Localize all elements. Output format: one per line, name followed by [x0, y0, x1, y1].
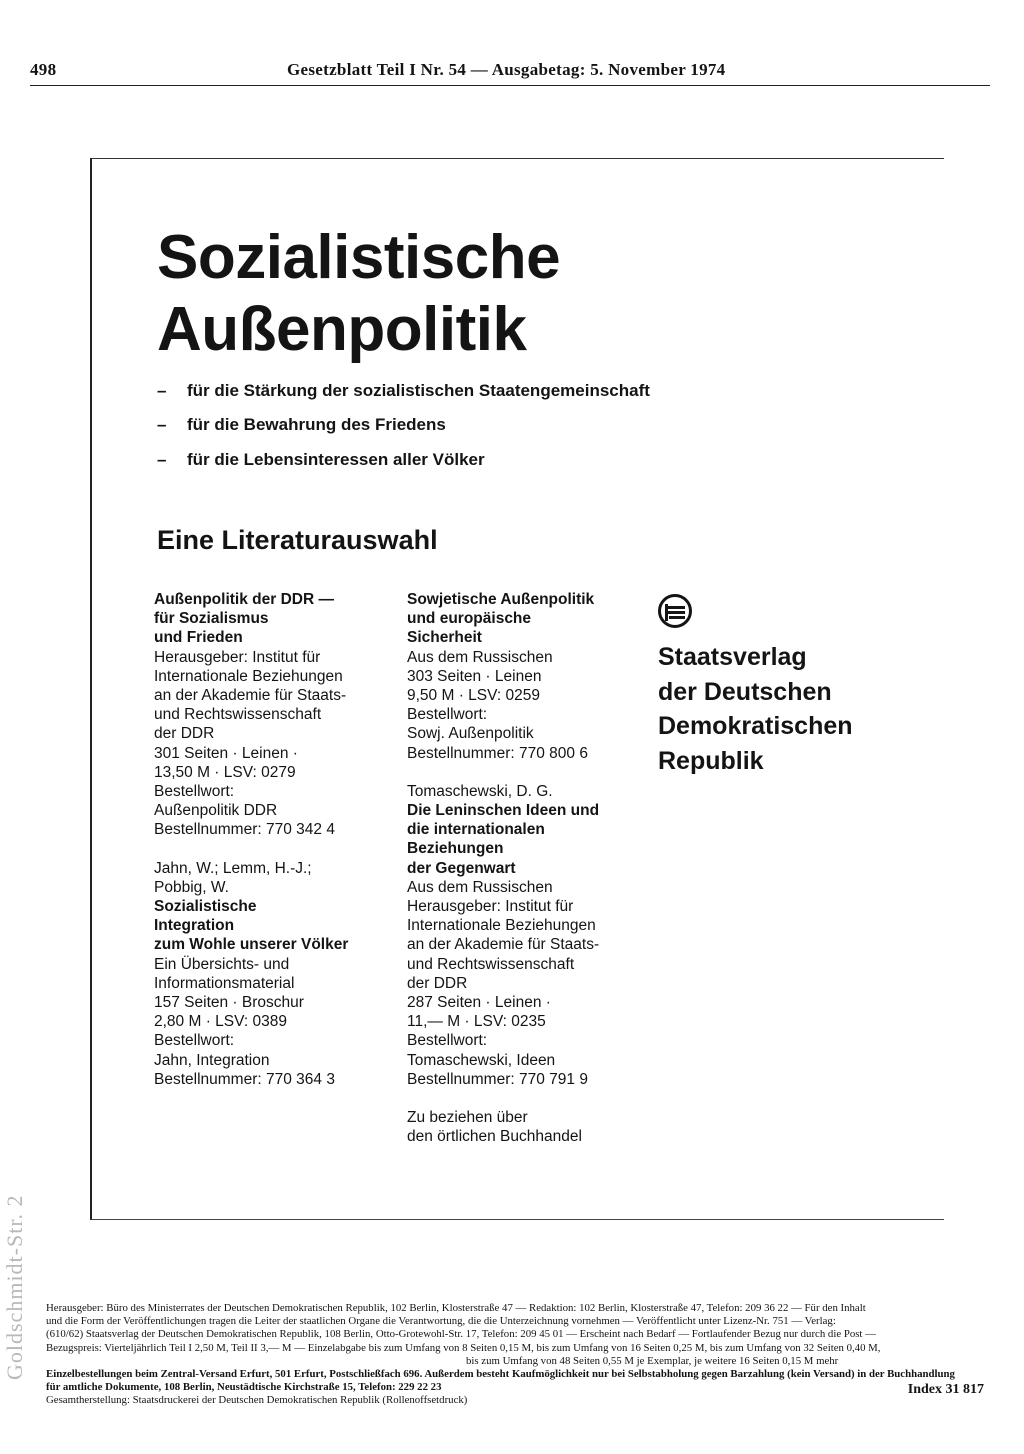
book-detail: Internationale Beziehungen [407, 917, 596, 935]
book-detail: Internationale Beziehungen [154, 667, 343, 685]
header-rule [30, 85, 990, 86]
book-authors: Jahn, W.; Lemm, H.-J.; [154, 859, 312, 877]
imprint-line: für amtliche Dokumente, 108 Berlin, Neustädtische Kirchstraße 15, Telefon: 229 22 23 [46, 1381, 442, 1394]
book-title: Die Leninschen Ideen und [407, 802, 600, 820]
book-title: Sicherheit [407, 629, 482, 647]
book-detail: Informationsmaterial [154, 974, 295, 992]
book-detail: Ein Übersichts- und [154, 955, 290, 973]
book-detail: Bestellwort: [154, 1032, 235, 1050]
book-detail: Bestellnummer: 770 342 4 [154, 821, 335, 839]
book-title: Sowjetische Außenpolitik [407, 591, 595, 608]
book-detail: 11,— M · LSV: 0235 [407, 1013, 546, 1031]
availability-note: Zu beziehen über [407, 1109, 528, 1127]
book-detail: Tomaschewski, Ideen [407, 1051, 556, 1069]
book-detail: 13,50 M · LSV: 0279 [154, 763, 296, 781]
book-title: Beziehungen [407, 840, 504, 858]
book-column-2 [407, 590, 647, 1146]
page-number: 498 [30, 60, 57, 79]
publisher-name: Staatsverlag der Deutschen Demokratischen Republik [658, 643, 853, 775]
book-detail: Bestellnummer: 770 364 3 [154, 1070, 335, 1088]
book-authors: Pobbig, W. [154, 878, 229, 896]
book-detail: Außenpolitik DDR [154, 802, 278, 820]
imprint-line: Herausgeber: Büro des Ministerrates der Deutschen Demokratischen Republik, 102 Berlin, Klosterstraße 47 — Redaktion: 102 Berlin, Klosterstraße 47, Telefon: 209 36 22 — Für den Inhalt [46, 1302, 866, 1314]
book-detail: und Rechtswissenschaft [407, 955, 575, 973]
ad-bullet-3: – für die Lebensinteressen aller Völker [157, 450, 485, 469]
book-detail: und Rechtswissenschaft [154, 706, 322, 724]
book-detail: 303 Seiten · Leinen [407, 667, 542, 685]
book-detail: 301 Seiten · Leinen · [154, 744, 298, 762]
ad-bullet-2: – für die Bewahrung des Friedens [157, 415, 446, 434]
imprint-line: bis zum Umfang von 48 Seiten 0,55 M je Exemplar, je weitere 16 Seiten 0,15 M mehr [466, 1354, 839, 1367]
book-title: Integration [154, 917, 235, 935]
book-detail: Bestellwort: [407, 1032, 488, 1050]
book-detail: an der Akademie für Staats- [407, 936, 600, 954]
ad-subheading: Eine Literaturauswahl [157, 525, 438, 555]
book-detail: Bestellnummer: 770 800 6 [407, 744, 588, 762]
imprint-line: und die Form der Veröffentlichungen tragen die Leiter der staatlichen Organe die Verantwortung, die die Unterzeichnung vornehmen — Veröffentlicht unter Lizenz-Nr. 751 — Verlag: [46, 1315, 836, 1328]
running-title: Gesetzblatt Teil I Nr. 54 — Ausgabetag: 5. November 1974 [287, 60, 726, 79]
imprint-line: Bezugspreis: Vierteljährlich Teil I 2,50 M, Teil II 3,— M — Einzelabgabe bis zum Umfang von 8 Seiten 0,15 M, bis zum Umfang von 16 Seiten 0,25 M, bis zum Umfang von 32 Seiten 0,40 M, [46, 1341, 881, 1354]
index-number: Index 31 817 [907, 1382, 984, 1397]
book-title: Außenpolitik der DDR — [154, 591, 334, 608]
book-detail: Bestellnummer: 770 791 9 [407, 1070, 588, 1088]
book-detail: der DDR [407, 974, 468, 992]
book-detail: Aus dem Russischen [407, 648, 553, 666]
book-title: der Gegenwart [407, 859, 516, 877]
book-detail: Bestellwort: [154, 783, 235, 801]
imprint-block [46, 1302, 986, 1408]
book-detail: 2,80 M · LSV: 0389 [154, 1013, 287, 1031]
ad-title-line2: Außenpolitik [157, 295, 527, 364]
book-detail: Sowj. Außenpolitik [407, 725, 534, 743]
book-detail: 287 Seiten · Leinen · [407, 994, 551, 1012]
library-stamp: Goldschmidt-Str. 2 [2, 1194, 27, 1380]
book-detail: Bestellwort: [407, 706, 488, 724]
book-detail: 9,50 M · LSV: 0259 [407, 687, 540, 705]
book-column-1 [154, 590, 394, 1089]
book-detail: Herausgeber: Institut für [407, 898, 574, 916]
book-detail: Aus dem Russischen [407, 878, 553, 896]
book-authors: Tomaschewski, D. G. [407, 782, 553, 800]
book-title: zum Wohle unserer Völker [154, 936, 349, 954]
book-title: und europäische [407, 610, 532, 628]
imprint-line: Einzelbestellungen beim Zentral-Versand Erfurt, 501 Erfurt, Postschließfach 696. Außerdem besteht Kaufmöglichkeit nur bei Selbstabholung gegen Barzahlung (kein Versand) in der Buchhandlung [46, 1368, 955, 1381]
publisher-logo-icon [658, 594, 692, 628]
book-title: die internationalen [407, 821, 545, 839]
book-detail: 157 Seiten · Broschur [154, 994, 304, 1012]
book-title: für Sozialismus [154, 610, 269, 628]
imprint-line: Gesamtherstellung: Staatsdruckerei der Deutschen Demokratischen Republik (Rollenoffsetdruck) [46, 1394, 468, 1407]
book-detail: Herausgeber: Institut für [154, 648, 321, 666]
ad-bullet-1: – für die Stärkung der sozialistischen Staatengemeinschaft [157, 381, 650, 400]
book-title: und Frieden [154, 629, 243, 647]
ad-title-line1: Sozialistische [157, 223, 561, 292]
book-detail: Jahn, Integration [154, 1051, 270, 1069]
book-title: Sozialistische [154, 898, 257, 916]
book-detail: an der Akademie für Staats- [154, 687, 347, 705]
availability-note: den örtlichen Buchhandel [407, 1128, 582, 1146]
imprint-line: (610/62) Staatsverlag der Deutschen Demokratischen Republik, 108 Berlin, Otto-Grotewohl-Str. 17, Telefon: 209 45 01 — Erscheint nach Bedarf — Fortlaufender Bezug nur durch die Post — [46, 1328, 876, 1341]
book-detail: der DDR [154, 725, 215, 743]
